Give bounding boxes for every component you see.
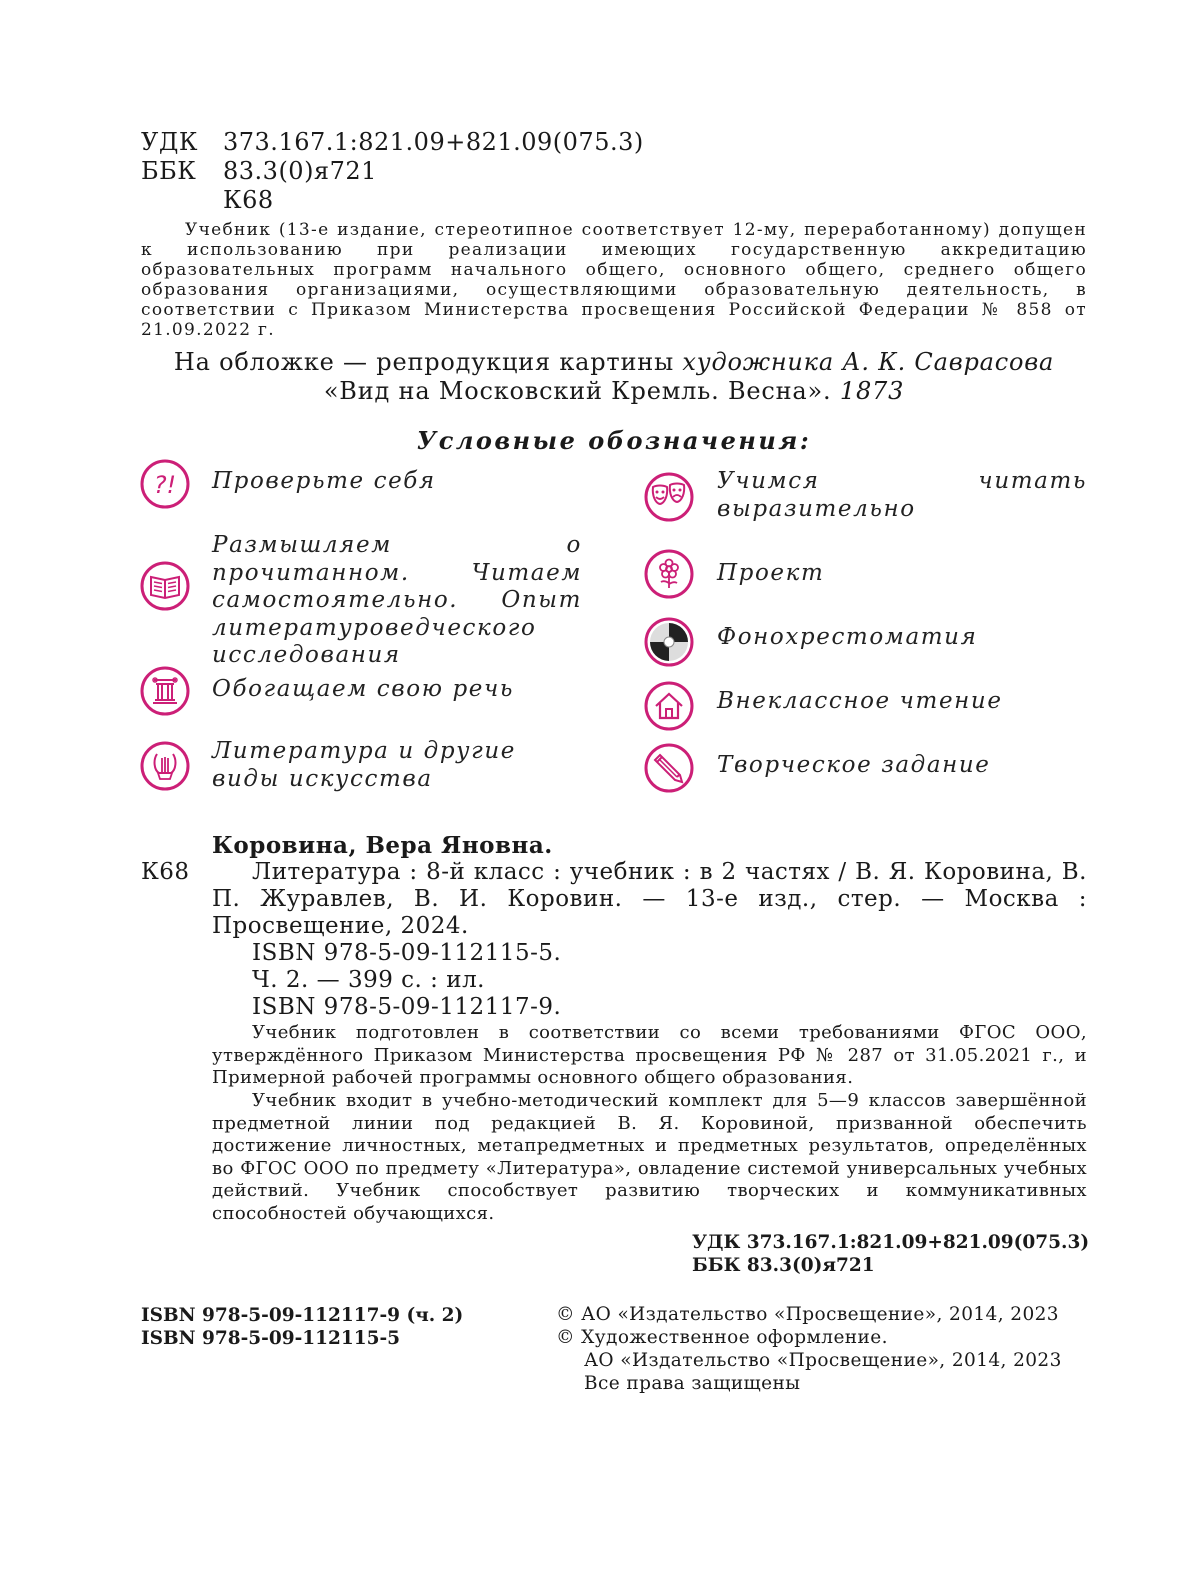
legend-icon-house [643, 680, 695, 736]
approval-text [141, 220, 1087, 340]
footer-copyright-1: © АО «Издательство «Просвещение», 2014, 2023 [556, 1304, 1059, 1325]
house-icon [643, 680, 695, 732]
bbk-value: 83.3(0)я721 [223, 157, 377, 185]
cover-painter: художника А. К. Саврасова [682, 348, 1055, 376]
catalog-udk: УДК 373.167.1:821.09+821.09(075.3) [692, 1232, 1090, 1253]
pencil-icon [643, 742, 695, 794]
cover-note [141, 348, 1087, 406]
catalog-bibliography: Литература : 8-й класс : учебник : в 2 частях / В. Я. Коровина, В. П. Журавлев, В. И. Коровин. — 13-е изд., стер. — Москва : Просвещение, 2024. [212, 859, 1087, 939]
legend-text-check: Проверьте себя [212, 468, 436, 494]
legend-text-lyre: Литература и другие виды искусства [212, 738, 516, 792]
theater-masks-icon [643, 471, 695, 523]
legend-title: Условные обозначения: [416, 426, 812, 455]
catalog-isbn-part: ISBN 978-5-09-112117-9. [252, 994, 562, 1020]
footer-copyright-3: АО «Издательство «Просвещение», 2014, 2023 [584, 1350, 1062, 1371]
bbk-label: ББК [141, 157, 197, 185]
legend-text-pencil: Творческое задание [717, 752, 991, 778]
catalog-bbk: ББК 83.3(0)я721 [692, 1255, 875, 1276]
flower-icon [643, 548, 695, 600]
catalog-isbn-full: ISBN 978-5-09-112115-5. [252, 940, 562, 966]
column-icon [139, 665, 191, 717]
lyre-icon [139, 740, 191, 792]
legend-icon-flower [643, 548, 695, 604]
legend-icon-pencil [643, 742, 695, 798]
legend-icon-lyre [139, 740, 191, 796]
footer-copyright-2: © Художественное оформление. [556, 1327, 888, 1348]
legend-text-house: Внеклассное чтение [717, 688, 1003, 714]
legend-text-flower: Проект [717, 560, 825, 586]
footer-rights: Все права защищены [584, 1373, 801, 1394]
footer-isbn-2: ISBN 978-5-09-112115-5 [141, 1328, 401, 1349]
cover-line-1 [141, 348, 1087, 377]
legend-icon-cd [643, 616, 695, 672]
bbk-line [141, 157, 377, 186]
check-yourself-icon [139, 458, 191, 510]
approval-text-content: Учебник (13-е издание, стереотипное соответствует 12-му, переработанному) допущен к использованию при реализации имеющих государственную аккредитацию образовательных программ начального общего, основного общего, среднего общего образования организациями, осуществляющими образовательную деятельность, в соответствии с Приказом Министерства просвещения Российской Федерации № 858 от 21.09.2022 г. [141, 220, 1087, 340]
cover-line-2-plain: «Вид на Московский Кремль. Весна». [323, 377, 840, 405]
udk-value: 373.167.1:821.09+821.09(075.3) [223, 128, 644, 156]
catalog-code: К68 [141, 859, 190, 885]
udk-line [141, 128, 644, 157]
open-book-icon [139, 560, 191, 612]
udk-label: УДК [141, 128, 198, 156]
legend-text-cd: Фонохрестоматия [717, 624, 978, 650]
svg-text:?!: ?! [153, 471, 177, 499]
cover-line-1-plain: На обложке — репродукция картины [173, 348, 683, 376]
catalog-paragraph-2: Учебник входит в учебно-методический комплект для 5—9 классов завершённой предметной линии под редакцией В. Я. Коровиной, призванной обеспечить достижение личностных, метапредметных и предметных результатов, определённых во ФГОС ООО по предмету «Литература», овладение системой универсальных учебных действий. Учебник способствует развитию творческих и коммуникативных способностей обучающихся. [212, 1090, 1087, 1224]
legend-icon-book [139, 560, 191, 616]
cover-year: 1873 [839, 377, 905, 405]
author-code: К68 [223, 186, 274, 214]
catalog-part: Ч. 2. — 399 с. : ил. [252, 967, 485, 993]
catalog-paragraph-1: Учебник подготовлен в соответствии со всеми требованиями ФГОС ООО, утверждённого Приказом Министерства просвещения РФ № 287 от 31.05.2021 г., и Примерной рабочей программы основного общего образования. [212, 1022, 1087, 1088]
catalog-author: Коровина, Вера Яновна. [212, 832, 553, 859]
legend-text-masks: Учимся читать выразительно [717, 468, 1087, 522]
legend-text-book: Размышляем о прочитанном. Читаем самостоятельно. Опыт литературоведческого исследования [212, 532, 582, 668]
legend-icon-masks [643, 471, 695, 527]
legend-icon-check [139, 458, 191, 514]
cover-line-2 [141, 377, 1087, 406]
cd-disc-icon [643, 616, 695, 668]
legend-icon-column [139, 665, 191, 721]
footer-isbn-1: ISBN 978-5-09-112117-9 (ч. 2) [141, 1305, 464, 1326]
legend-text-column: Обогащаем свою речь [212, 676, 515, 702]
